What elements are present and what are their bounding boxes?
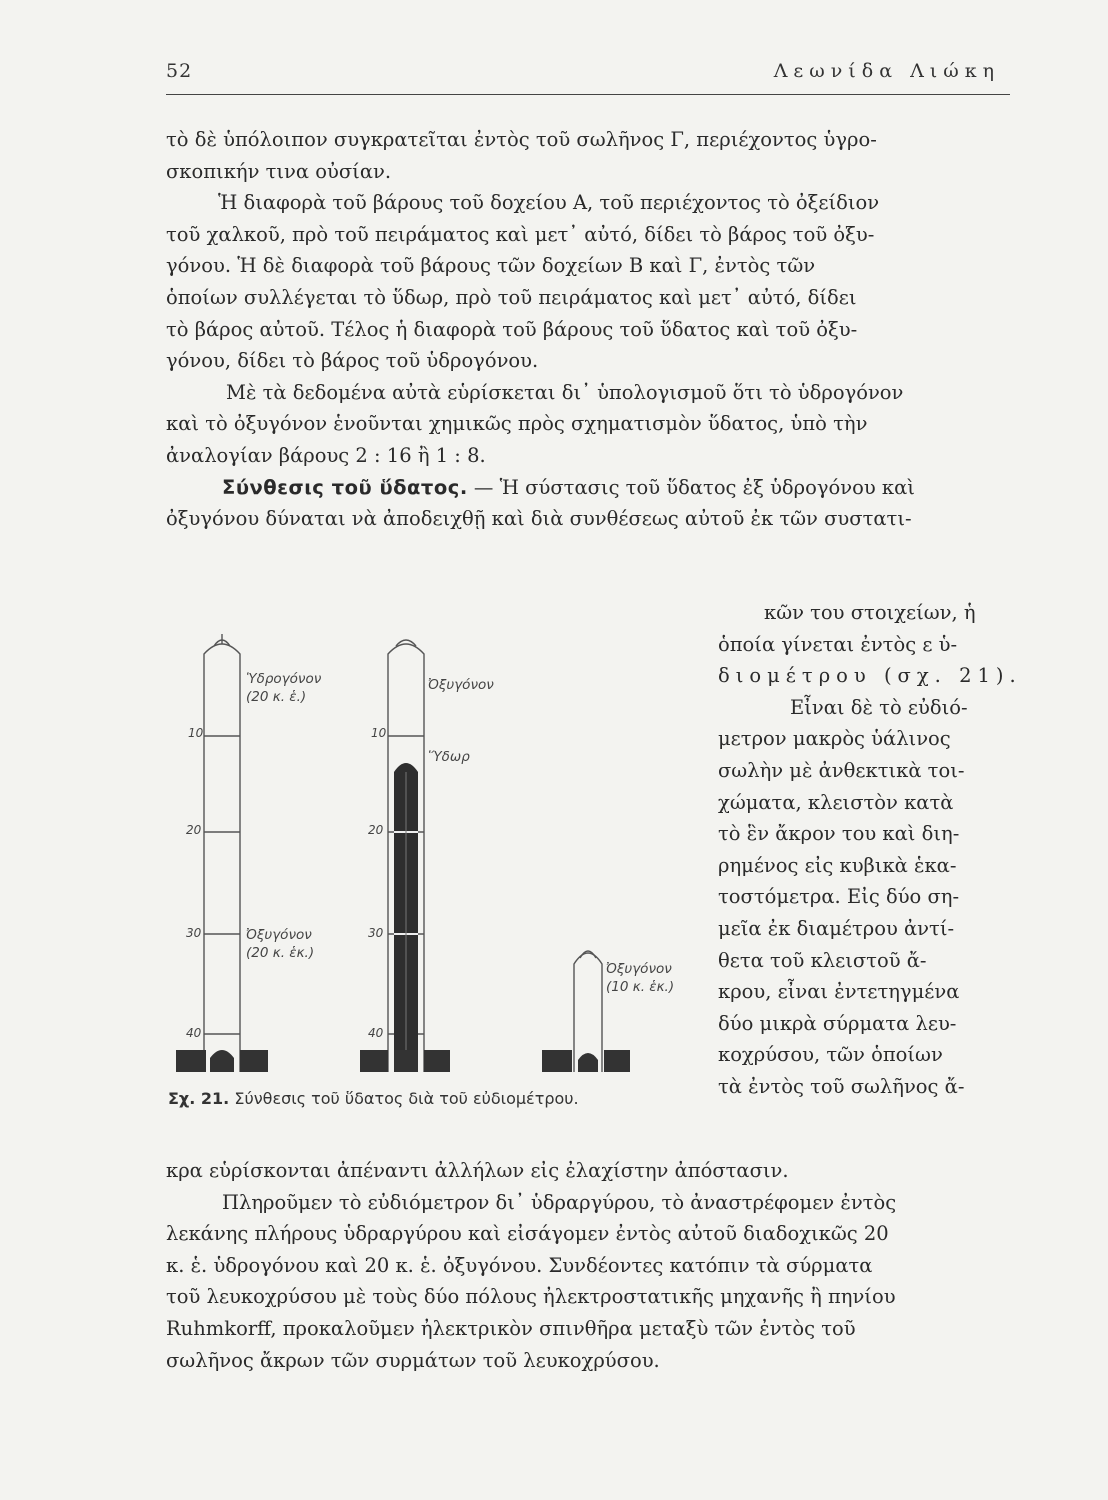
text-line: τὸ δὲ ὑπόλοιπον συγκρατεῖται ἐντὸς τοῦ σωλῆνος Γ, περιέχοντος ὑγρο- — [166, 128, 877, 151]
text-line: Μὲ τὰ δεδομένα αὐτὰ εὑρίσκεται δι᾽ ὑπολογισμοῦ ὅτι τὸ ὑδρογόνον — [226, 380, 904, 404]
tube-2-label-oxygen: Ὀξυγόνον — [428, 677, 494, 693]
tick-label: 40 — [186, 1026, 202, 1040]
text-line: γόνου. Ἡ δὲ διαφορὰ τοῦ βάρους τῶν δοχείων Β καὶ Γ, ἐντὸς τῶν — [166, 254, 816, 278]
text-line: κ. ἑ. ὑδρογόνου καὶ 20 κ. ἑ. ὀξυγόνου. Συνδέοντες κατόπιν τὰ σύρματα — [166, 1253, 873, 1277]
text-line: κῶν του στοιχείων, ἡ — [764, 601, 976, 624]
tick-label: 30 — [186, 926, 202, 940]
text-line: ἀναλογίαν βάρους 2 : 16 ἢ 1 : 8. — [166, 443, 486, 467]
tube-1-label-volume: (20 κ. ἑκ.) — [246, 945, 315, 961]
text-line: ρημένος εἰς κυβικὰ ἑκα- — [718, 853, 957, 877]
text-line: ὁποία γίνεται ἐντὸς ε ὑ- — [718, 632, 958, 656]
text-line: Ἡ διαφορὰ τοῦ βάρους τοῦ δοχείου Α, τοῦ περιέχοντος τὸ ὀξείδιον — [218, 191, 880, 215]
base-block — [542, 1050, 572, 1072]
running-head: Λεωνίδα Λιώκη — [773, 60, 1000, 82]
tube-1 — [204, 644, 240, 1072]
text-line: — Ἡ σύστασις τοῦ ὕδατος ἐξ ὑδρογόνου καὶ — [467, 475, 915, 499]
body-text-top — [166, 124, 1010, 535]
text-line: τοῦ λευκοχρύσου μὲ τοὺς δύο πόλους ἠλεκτροστατικῆς μηχανῆς ἢ πηνίου — [166, 1285, 896, 1309]
tick-label: 20 — [368, 823, 384, 837]
text-line: χώματα, κλειστὸν κατὰ — [718, 790, 954, 814]
text-line: μετρον μακρὸς ὑάλινος — [718, 727, 951, 751]
text-line: τὸ ἓν ἄκρον του καὶ διη- — [718, 822, 960, 846]
base-block — [360, 1050, 388, 1072]
text-line: τὸ βάρος αὐτοῦ. Τέλος ἡ διαφορὰ τοῦ βάρους τοῦ ὕδατος καὶ τοῦ ὀξυ- — [166, 317, 858, 341]
base-block — [424, 1050, 450, 1072]
text-line: Ruhmkorff, προκαλοῦμεν ἠλεκτρικὸν σπινθῆρα μεταξὺ τῶν ἐντὸς τοῦ — [166, 1316, 856, 1340]
text-line: ὁποίων συλλέγεται τὸ ὕδωρ, πρὸ τοῦ πειράματος καὶ μετ᾽ αὐτό, δίδει — [166, 285, 857, 309]
text-line: τὰ ἐντὸς τοῦ σωλῆνος ἄ- — [718, 1074, 965, 1098]
text-line: λεκάνης πλήρους ὑδραργύρου καὶ εἰσάγομεν ἐντὸς αὐτοῦ διαδοχικῶς 20 — [166, 1222, 889, 1246]
caption-number: Σχ. 21. — [168, 1089, 230, 1108]
body-text-bottom — [166, 1155, 1010, 1376]
page-number: 52 — [166, 60, 193, 82]
text-line: θετα τοῦ κλειστοῦ ἄ- — [718, 948, 927, 972]
text-line: κοχρύσου, τῶν ὁποίων — [718, 1043, 943, 1067]
eudiometer-figure — [166, 632, 714, 1076]
base-block — [604, 1050, 630, 1072]
section-heading: Σύνθεσις τοῦ ὕδατος. — [222, 475, 468, 499]
text-line: διομέτρου (σχ. 21). — [718, 664, 1022, 688]
text-line: Πληροῦμεν τὸ εὐδιόμετρον δι᾽ ὑδραργύρου, τὸ ἀναστρέφομεν ἐντὸς — [222, 1190, 897, 1214]
tube-1-label-oxygen: Ὀξυγόνον — [246, 927, 312, 943]
tube-2-label-water: Ὕδωρ — [428, 749, 470, 765]
base-block — [176, 1050, 206, 1072]
tube-3-top-wire — [580, 951, 596, 958]
text-line: κρου, εἶναι ἐντετηγμένα — [718, 980, 960, 1004]
caption-text: Σύνθεσις τοῦ ὕδατος διὰ τοῦ εὐδιομέτρου. — [234, 1089, 579, 1108]
text-line: Εἶναι δὲ τὸ εὐδιό- — [790, 695, 968, 719]
text-line: σωλὴν μὲ ἀνθεκτικὰ τοι- — [718, 758, 965, 782]
wrapped-text — [718, 597, 1022, 1103]
text-line: κρα εὑρίσκονται ἀπέναντι ἀλλήλων εἰς ἐλαχίστην ἀπόστασιν. — [166, 1159, 789, 1182]
text-line: γόνου, δίδει τὸ βάρος τοῦ ὑδρογόνου. — [166, 349, 539, 373]
page-header — [166, 58, 1010, 95]
base-arch — [210, 1050, 234, 1072]
text-line: τοστόμετρα. Εἰς δύο ση- — [718, 885, 960, 909]
tube-1-label-hydrogen: Ὑδρογόνον — [246, 671, 322, 687]
text-line: καὶ τὸ ὀξυγόνον ἑνοῦνται χημικῶς πρὸς σχηματισμὸν ὕδατος, ὑπὸ τὴν — [166, 412, 868, 436]
text-line: δύο μικρὰ σύρματα λευ- — [718, 1011, 957, 1035]
text-line: ὀξυγόνου δύναται νὰ ἀποδειχθῇ καὶ διὰ συνθέσεως αὐτοῦ ἐκ τῶν συστατι- — [166, 507, 912, 531]
base-block — [240, 1050, 268, 1072]
text-line: μεῖα ἐκ διαμέτρου ἀντί- — [718, 916, 955, 940]
base-block — [394, 1050, 418, 1072]
text-line: σκοπικήν τινα οὐσίαν. — [166, 159, 392, 183]
tube-3-label-volume: (10 κ. ἑκ.) — [606, 979, 675, 995]
tick-label: 40 — [368, 1026, 384, 1040]
tube-3-label-oxygen: Ὀξυγόνον — [606, 961, 672, 977]
tick-label: 30 — [368, 926, 384, 940]
tick-label: 20 — [186, 823, 202, 837]
tick-label: 10 — [188, 726, 204, 740]
tick-label: 10 — [371, 726, 387, 740]
figure-caption — [168, 1089, 579, 1108]
text-line: σωλῆνος ἄκρων τῶν συρμάτων τοῦ λευκοχρύσου. — [166, 1348, 660, 1372]
tube-1-label-volume: (20 κ. ἑ.) — [246, 689, 307, 705]
base-arch — [578, 1053, 598, 1072]
text-line: τοῦ χαλκοῦ, πρὸ τοῦ πειράματος καὶ μετ᾽ αὐτό, δίδει τὸ βάρος τοῦ ὀξυ- — [166, 222, 875, 246]
